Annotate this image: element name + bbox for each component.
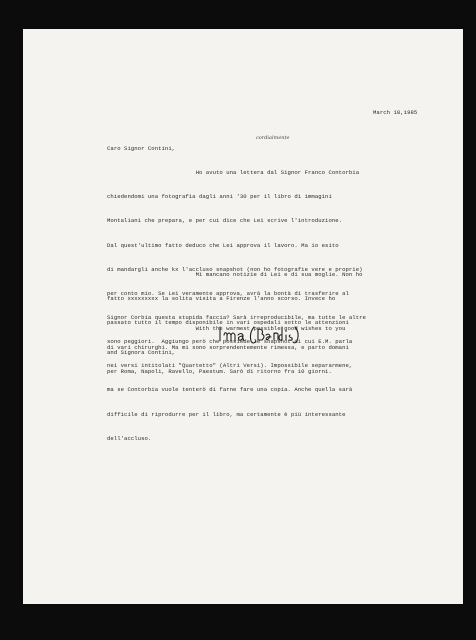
body-line: sono peggiori. Aggiungo però che possiede le snapshot di cui E.M. parla — [107, 338, 353, 346]
body-line: Dal quest'ultimo fatto deduco che Lei approva il lavoro. Ma io esito — [107, 241, 339, 249]
handwritten-signature — [216, 321, 302, 349]
body-line: di vari chirurghi. Ma mi sono sorprendentemente rimessa, e parto domani — [107, 343, 349, 351]
body-line: per Roma, Napoli, Ravello, Paestum. Sarò di ritorno fra 10 giorni. — [107, 367, 332, 375]
body-line: Mi mancano notizie di Lei e di sua moglie. Non ho — [107, 271, 363, 279]
body-line: Ho avuto una lettera dal Signor Franco Contorbia — [107, 169, 360, 177]
letter-page — [23, 29, 463, 604]
body-line: Signor Corbia questa stupida faccia? Sarà irreproducibile, ma tutte le altre — [107, 313, 366, 321]
handwritten-annotation: cordialmente — [256, 135, 290, 141]
body-line: Montaliani che prepara, e per cui dice che Lei scrive l'introduzione. — [107, 217, 343, 225]
body-line: per conto mio. Se Lei veramente approva, avrà la bontà di trasferire al — [107, 289, 349, 297]
body-line: nei versi intitolati "Quartetto" (Altri Versi). Impossibile separarmene, — [107, 362, 353, 370]
body-line: di mandargli anche kx l'accluso snapshot (non ho fotografie vere e proprie) — [107, 265, 363, 273]
letter-date: March 18,1985 — [373, 109, 418, 116]
body-line: difficile di riprodurre per il libro, ma certamente è più interessante — [107, 410, 346, 418]
closing-line: With the warmest possible good wishes to you — [107, 325, 346, 333]
signature-drawing — [216, 321, 302, 349]
body-line: passato tutto il tempo disponibile in vari ospedali sotto le attenzioni — [107, 319, 349, 327]
salutation: Caro Signor Contini, — [107, 145, 176, 152]
body-line: dell'accluso. — [107, 434, 152, 442]
closing-line: and Signora Contini, — [107, 349, 176, 357]
body-line: ma se Contorbia vuole tenterò di farne fare una copia. Anche quella sarà — [107, 386, 353, 394]
body-line: fatto xxxxxxxxx la solita visita a Firenze l'anno scorso. Invece ho — [107, 295, 336, 303]
body-line: chiedendomi una fotografia dagli anni '30 per il libro di immagini — [107, 193, 332, 201]
